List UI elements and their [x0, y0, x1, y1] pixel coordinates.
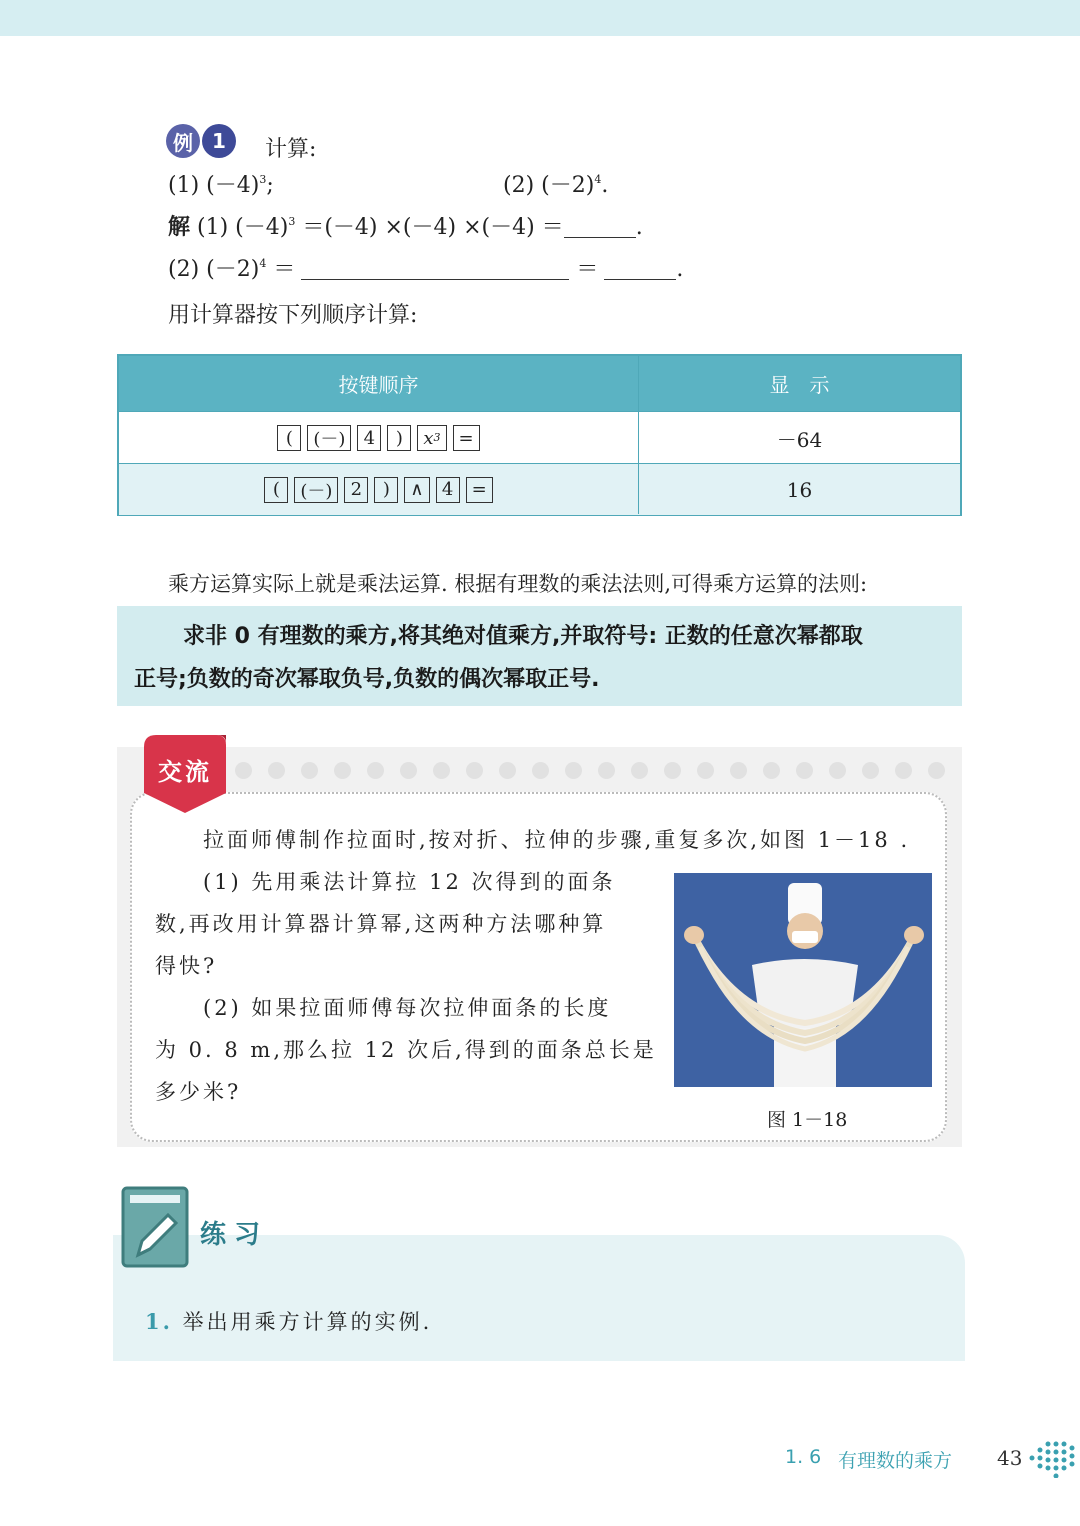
- table-row: [119, 463, 960, 515]
- binder-dot: [829, 762, 846, 779]
- binder-dot: [235, 762, 252, 779]
- exchange-q1-line2: 数,再改用计算器计算幂,这两种方法哪种算: [155, 912, 607, 936]
- key-sequence: [277, 425, 479, 451]
- column-divider: [638, 356, 639, 514]
- page-number: 43: [997, 1446, 1023, 1470]
- binder-dot: [466, 762, 483, 779]
- key-power: ∧: [404, 477, 429, 503]
- answer-blank: [604, 257, 676, 280]
- calculator-intro: 用计算器按下列顺序计算:: [168, 303, 418, 328]
- binder-dot: [334, 762, 351, 779]
- binder-dot: [268, 762, 285, 779]
- binder-dot: [763, 762, 780, 779]
- solution-label: 解: [168, 215, 191, 240]
- key-open-paren: (: [264, 477, 288, 503]
- answer-blank: [301, 257, 569, 280]
- binder-dot: [796, 762, 813, 779]
- exchange-q1-line3: 得快?: [155, 954, 218, 978]
- header-display: 显 示: [769, 373, 830, 397]
- example-badge: [166, 124, 236, 158]
- exchange-q2-line1: (2) 如果拉面师傅每次拉伸面条的长度: [203, 996, 612, 1020]
- exchange-q2-line2: 为 0. 8 m,那么拉 12 次后,得到的面条总长是: [155, 1038, 657, 1062]
- practice-item: 1. 举出用乘方计算的实例.: [145, 1309, 433, 1334]
- binder-dot: [433, 762, 450, 779]
- binder-dot: [499, 762, 516, 779]
- figure-caption: 图 1－18: [767, 1109, 848, 1131]
- binder-dot: [862, 762, 879, 779]
- footer-section-title: 有理数的乘方: [838, 1450, 953, 1472]
- binder-dot: [697, 762, 714, 779]
- exchange-q1-line1: (1) 先用乘法计算拉 12 次得到的面条: [203, 870, 616, 894]
- key-equals: =: [453, 425, 480, 451]
- exchange-intro: 拉面师傅制作拉面时,按对折、拉伸的步骤,重复多次,如图 1－18 .: [203, 828, 911, 852]
- binder-dot: [565, 762, 582, 779]
- binder-dot: [400, 762, 417, 779]
- key-close-paren: ): [374, 477, 398, 503]
- noodle-chef-photo: [674, 873, 932, 1087]
- practice-title: 练习: [200, 1220, 269, 1250]
- exchange-q2-line3: 多少米?: [155, 1080, 242, 1104]
- key-sequence: [264, 477, 492, 503]
- key-digit: 2: [344, 477, 368, 503]
- answer-blank: [564, 215, 636, 238]
- key-close-paren: ): [387, 425, 411, 451]
- question-2: (2) $(-2)^4$.: [503, 173, 609, 198]
- exchange-tag-label: 交流: [158, 758, 212, 786]
- binder-dot: [664, 762, 681, 779]
- binder-dot: [598, 762, 615, 779]
- table-header: [119, 356, 960, 411]
- solution-2: (2) $(-2)^4$ ＝ ＝ .: [168, 257, 684, 282]
- key-negative: (－): [294, 477, 338, 503]
- solution-1: 解 (1) $(-4)^3 =(-4) \times(-4) \times(-4)$ ＝ .: [168, 215, 643, 240]
- example-prompt: 计算:: [265, 137, 317, 162]
- rule-line-1: 求非 0 有理数的乘方,将其绝对值乘方,并取符号: 正数的任意次幂都取: [183, 624, 863, 649]
- key-equals: =: [466, 477, 493, 503]
- key-digit: 4: [436, 477, 460, 503]
- rule-intro: 乘方运算实际上就是乘法运算. 根据有理数的乘法法则,可得乘方运算的法则:: [168, 572, 868, 596]
- display-value: 16: [786, 477, 813, 502]
- binder-dot: [928, 762, 945, 779]
- example-badge-number: 1: [202, 124, 236, 158]
- key-cube: x 3: [417, 425, 446, 451]
- key-digit: 4: [357, 425, 381, 451]
- rule-line-2: 正号;负数的奇次幂取负号,负数的偶次幂取正号.: [134, 667, 600, 692]
- practice-panel: [113, 1235, 965, 1361]
- binder-dot: [730, 762, 747, 779]
- display-value: －64: [776, 427, 823, 452]
- key-open-paren: (: [277, 425, 301, 451]
- binder-dot: [301, 762, 318, 779]
- question-1: (1) $(-4)^3$;: [168, 173, 274, 198]
- page-dots-decoration-icon: [1028, 1438, 1078, 1478]
- example-badge-label: 例: [166, 124, 200, 158]
- footer-section-number: 1. 6: [785, 1446, 822, 1468]
- binder-dot: [532, 762, 549, 779]
- binder-dot: [367, 762, 384, 779]
- top-color-bar: [0, 0, 1080, 36]
- key-sequence-table: [117, 354, 962, 516]
- notebook-pencil-icon: [120, 1185, 190, 1269]
- key-negative: (－): [307, 425, 351, 451]
- binder-dot: [631, 762, 648, 779]
- binder-dot: [895, 762, 912, 779]
- table-row: [119, 411, 960, 464]
- header-keys: 按键顺序: [338, 373, 419, 397]
